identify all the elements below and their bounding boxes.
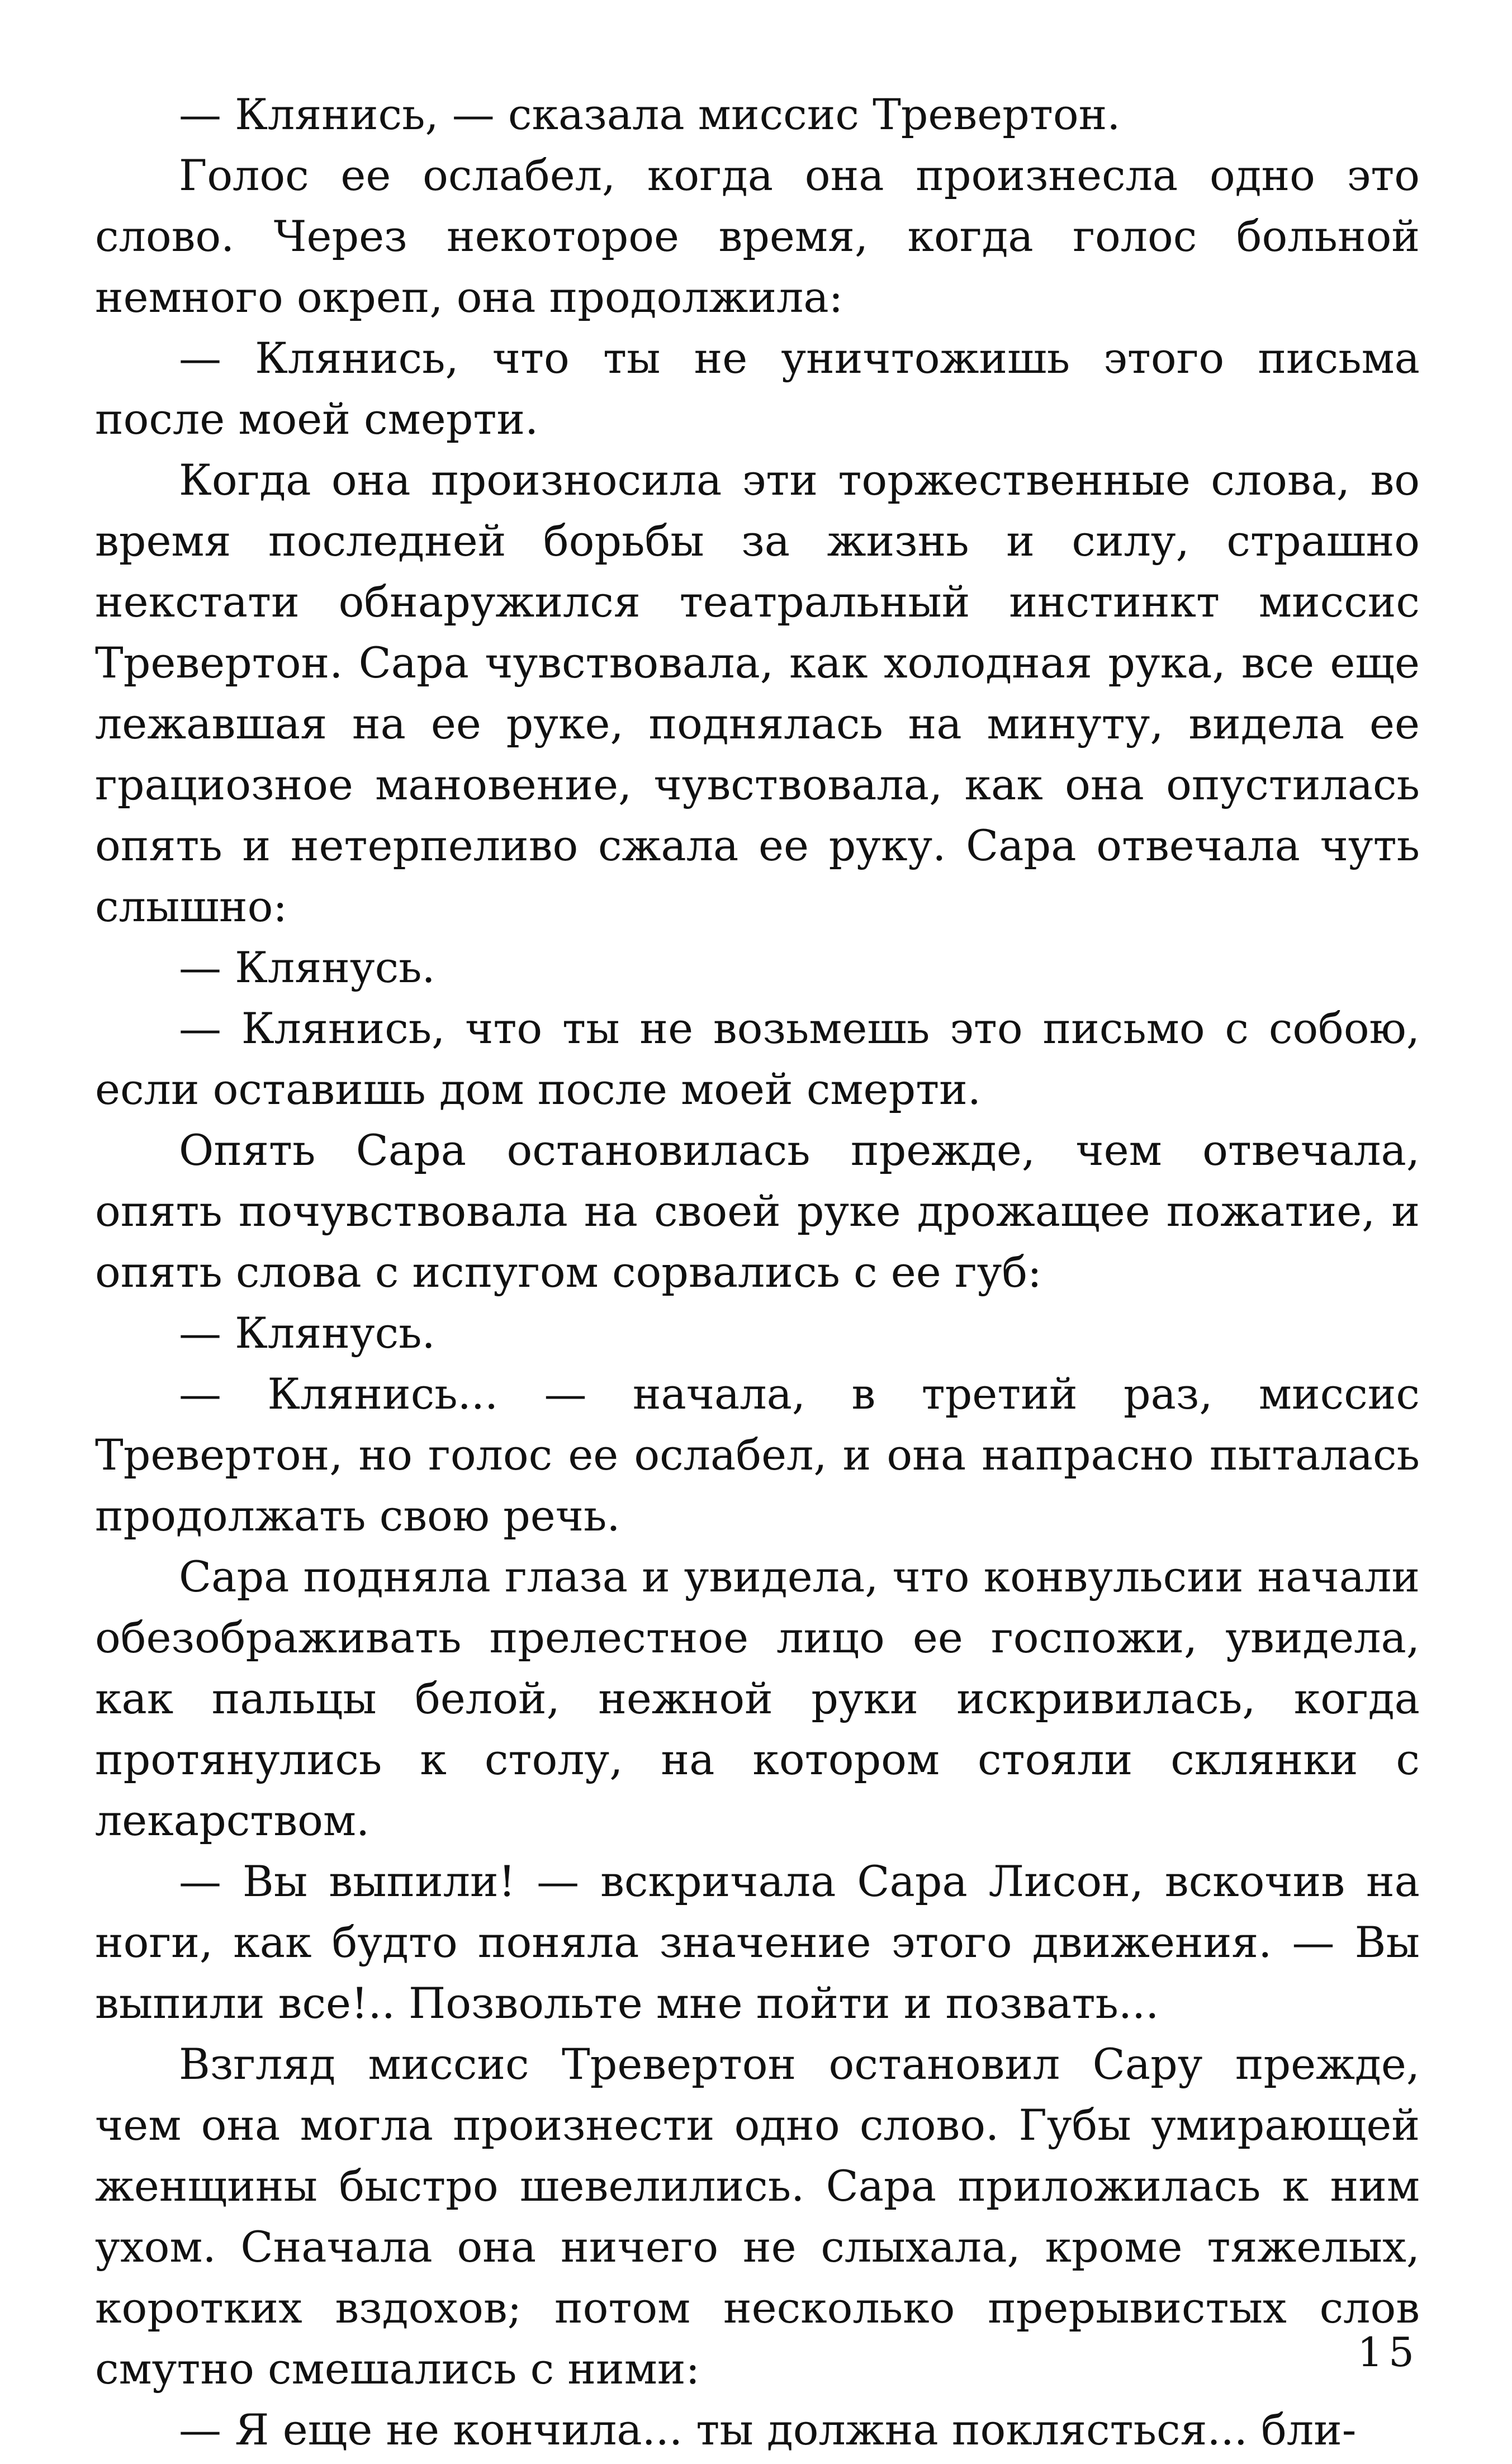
paragraph-8: — Клянусь. [179,1308,435,1358]
paragraph-7: Опять Сара остановилась прежде, чем отвечала, опять почувствовала на своей руке дрожащее пожатие, и опять слова с испугом сорвались с ее губ: [95,1125,1420,1297]
book-page [95,84,1420,2460]
paragraph-1: — Клянись, — сказала миссис Тревертон. [179,89,1121,139]
paragraph-3: — Клянись, что ты не уничтожишь этого письма после моей смерти. [95,333,1420,444]
paragraph-9: — Клянись... — начала, в третий раз, миссис Тревертон, но голос ее ослабел, и она напрасно пыталась продолжать свою речь. [95,1369,1420,1541]
paragraph-12: Взгляд миссис Тревертон остановил Сару прежде, чем она могла произнести одно слово. Губы умирающей женщины быстро шевелились. Сара приложилась к ним ухом. Сначала она ничего не слыхала, кроме тяжелых, коротких вздохов; потом несколько прерывистых слов смутно смешались с ними: [95,2039,1420,2394]
page-number: 15 [1357,2329,1420,2376]
paragraph-11: — Вы выпили! — вскричала Сара Лисон, вскочив на ноги, как будто поняла значение этого движения. — Вы выпили все!.. Позвольте мне пойти и позвать... [95,1856,1420,2028]
paragraph-6: — Клянись, что ты не возьмешь это письмо с собою, если оставишь дом после моей смерти. [95,1003,1420,1114]
paragraph-13: — Я еще не кончила... ты должна поклясться... бли- [179,2405,1357,2454]
paragraph-2: Голос ее ослабел, когда она произнесла одно это слово. Через некоторое время, когда голос больной немного окреп, она продолжила: [95,150,1420,322]
paragraph-10: Сара подняла глаза и увидела, что конвульсии начали обезображивать прелестное лицо ее госпожи, увидела, как пальцы белой, нежной руки искривилась, когда протянулись к столу, на котором стояли склянки с лекарством. [95,1552,1420,1845]
paragraph-5: — Клянусь. [179,942,435,992]
paragraph-4: Когда она произносила эти торжественные слова, во время последней борьбы за жизнь и силу, страшно некстати обнаружился театральный инстинкт миссис Тревертон. Сара чувствовала, как холодная рука, все еще лежавшая на ее руке, поднялась на минуту, видела ее грациозное мановение, чувствовала, как она опустилась опять и нетерпеливо сжала ее руку. Сара отвечала чуть слышно: [95,455,1420,931]
